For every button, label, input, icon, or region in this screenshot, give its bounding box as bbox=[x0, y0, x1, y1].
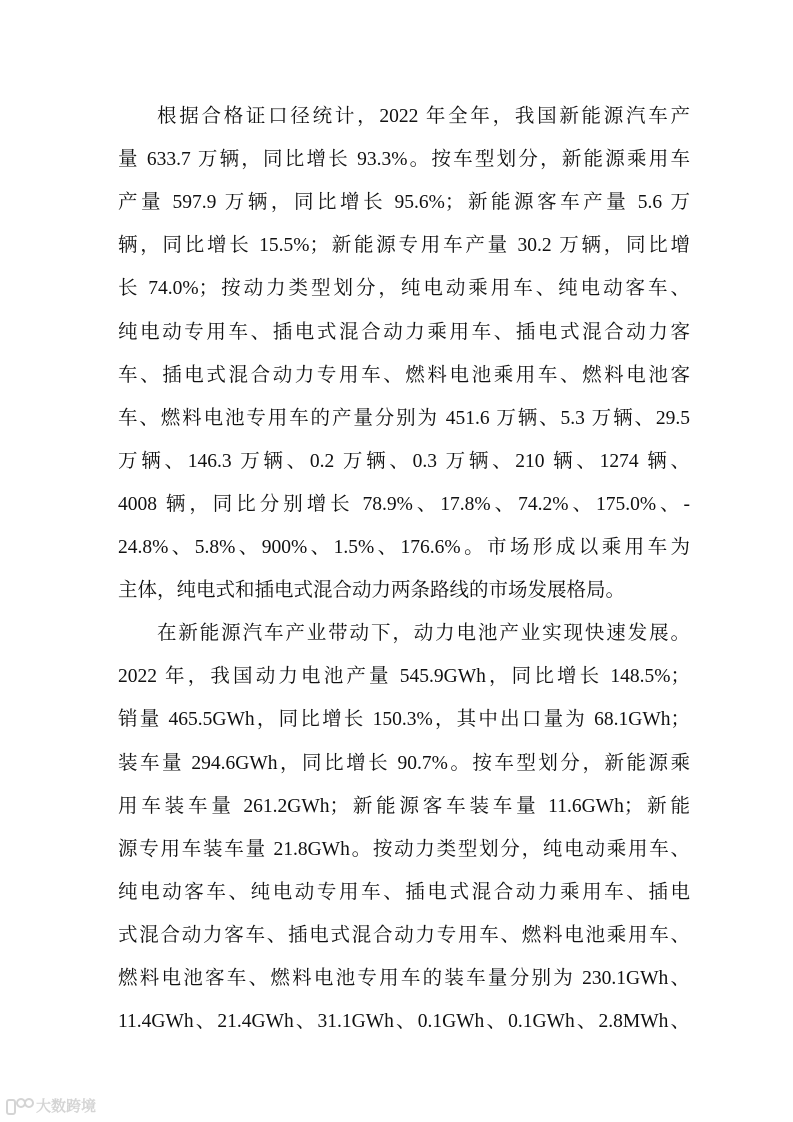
text-line: 辆，同比增长 15.5%；新能源专用车产量 30.2 万辆，同比增 bbox=[118, 235, 690, 256]
text-line: 万辆、146.3 万辆、0.2 万辆、0.3 万辆、210 辆、1274 辆、 bbox=[118, 451, 690, 472]
text-line: 产量 597.9 万辆，同比增长 95.6%；新能源客车产量 5.6 万 bbox=[118, 192, 690, 213]
text-line: 在新能源汽车产业带动下，动力电池产业实现快速发展。 bbox=[157, 623, 690, 644]
text-line: 车、燃料电池专用车的产量分别为 451.6 万辆、5.3 万辆、29.5 bbox=[118, 408, 690, 429]
watermark-logo-icon bbox=[6, 1098, 32, 1114]
text-line: 燃料电池客车、燃料电池专用车的装车量分别为 230.1GWh、 bbox=[118, 968, 690, 989]
text-line: 用车装车量 261.2GWh；新能源客车装车量 11.6GWh；新能 bbox=[118, 796, 690, 817]
text-line: 根据合格证口径统计，2022 年全年，我国新能源汽车产 bbox=[157, 106, 690, 127]
text-line: 主体，纯电式和插电式混合动力两条路线的市场发展格局。 bbox=[118, 580, 626, 601]
text-line: 销量 465.5GWh，同比增长 150.3%，其中出口量为 68.1GWh； bbox=[118, 709, 690, 730]
text-line: 纯电动专用车、插电式混合动力乘用车、插电式混合动力客 bbox=[118, 322, 690, 343]
text-line: 式混合动力客车、插电式混合动力专用车、燃料电池乘用车、 bbox=[118, 925, 690, 946]
text-line: 11.4GWh、21.4GWh、31.1GWh、0.1GWh、0.1GWh、2.8MWh、 bbox=[118, 1011, 690, 1032]
text-line: 纯电动客车、纯电动专用车、插电式混合动力乘用车、插电 bbox=[118, 882, 690, 903]
text-line: 长 74.0%；按动力类型划分，纯电动乘用车、纯电动客车、 bbox=[118, 278, 690, 299]
watermark-text: 大数跨境 bbox=[36, 1097, 97, 1115]
text-line: 源专用车装车量 21.8GWh。按动力类型划分，纯电动乘用车、 bbox=[118, 839, 690, 860]
text-line: 4008 辆，同比分别增长 78.9%、17.8%、74.2%、175.0%、- bbox=[118, 494, 690, 515]
text-line: 车、插电式混合动力专用车、燃料电池乘用车、燃料电池客 bbox=[118, 365, 690, 386]
text-line: 装车量 294.6GWh，同比增长 90.7%。按车型划分，新能源乘 bbox=[118, 753, 690, 774]
text-line: 24.8%、5.8%、900%、1.5%、176.6%。市场形成以乘用车为 bbox=[118, 537, 690, 558]
watermark bbox=[6, 1095, 96, 1116]
text-line: 量 633.7 万辆，同比增长 93.3%。按车型划分，新能源乘用车 bbox=[118, 149, 690, 170]
text-line: 2022 年，我国动力电池产量 545.9GWh，同比增长 148.5%； bbox=[118, 666, 690, 687]
